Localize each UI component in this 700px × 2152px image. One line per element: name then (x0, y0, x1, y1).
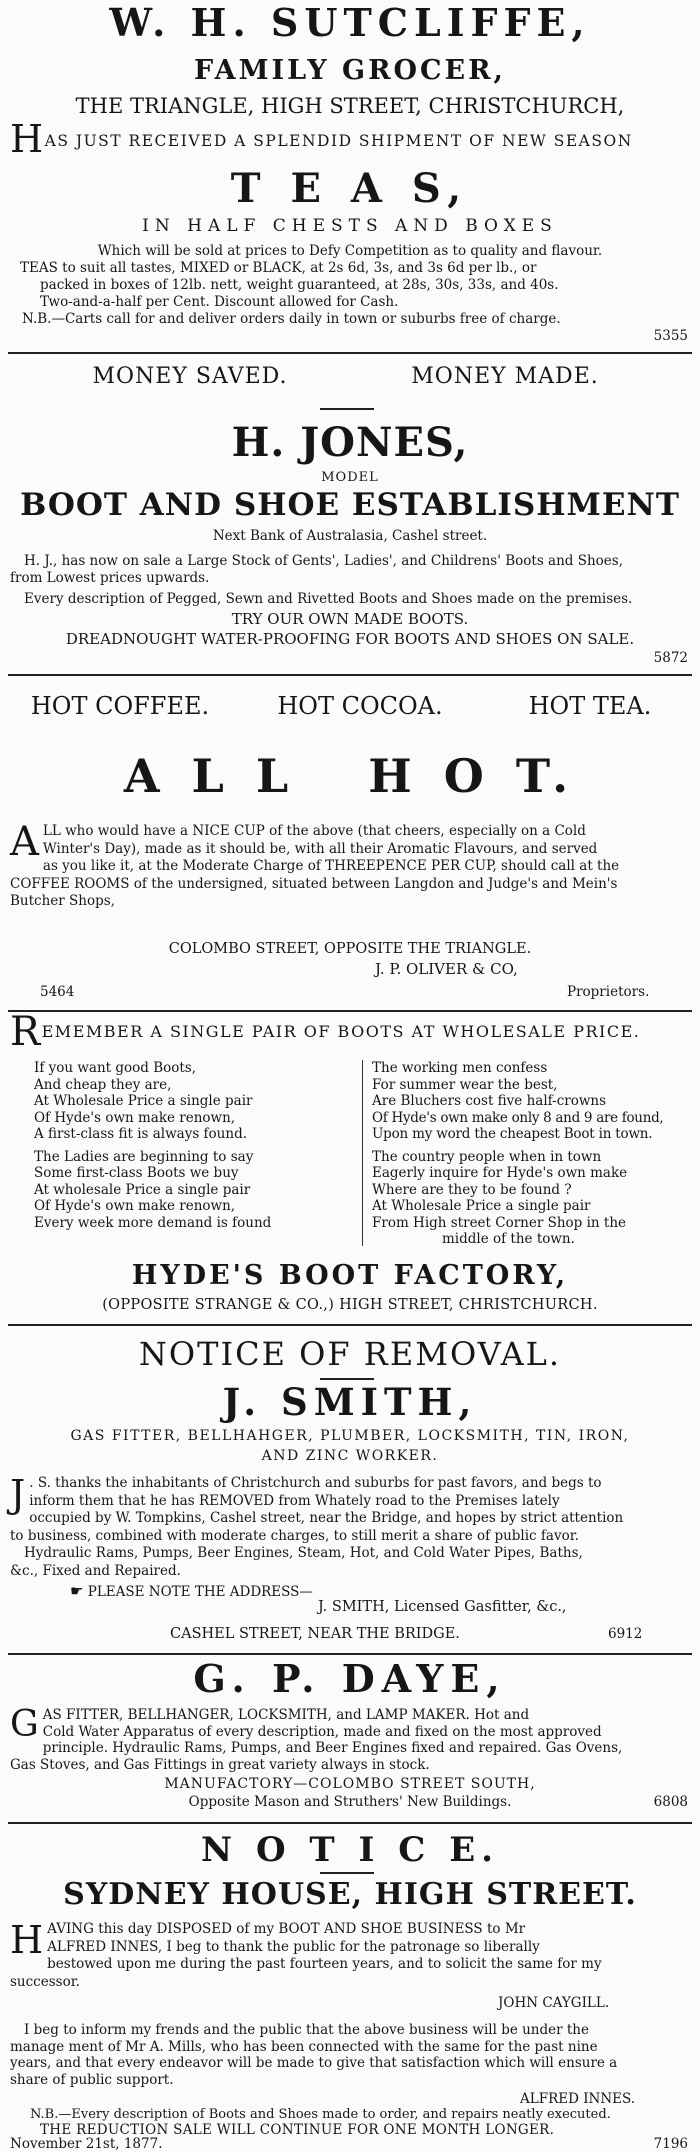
sydney-body-2-line-4: share of public support. (10, 2071, 174, 2088)
jones-model: MODEL (321, 470, 379, 485)
hyde-right-column (372, 1060, 692, 1248)
smith-note-line (70, 1582, 313, 1600)
jones-location: Next Bank of Australasia, Cashel street. (212, 528, 488, 544)
all-hot-ad-number: 5464 (40, 984, 75, 1000)
smith-trades-2: AND ZINC WORKER. (261, 1448, 439, 1464)
smith-address: CASHEL STREET, NEAR THE BRIDGE. (170, 1626, 460, 1642)
sydney-body-1-line-2: ALFRED INNES, I beg to thank the public for the patronage so liberally (47, 1938, 540, 1955)
hyde-right-line-5: Upon my word the cheapest Boot in town. (372, 1126, 653, 1142)
jones-body-1: H. J., has now on sale a Large Stock of Gents', Ladies', and Childrens' Boots and Shoes, (24, 553, 624, 569)
hyde-right-line-11: From High street Corner Shop in the (372, 1214, 627, 1231)
smith-body-1: . S. thanks the inhabitants of Christchurch and suburbs for past favors, and begs to (29, 1475, 602, 1491)
smith-body-3: occupied by W. Tompkins, Cashel street, near the Bridge, and hopes by strict attention (29, 1510, 624, 1526)
sutcliffe-body-5: N.B.—Carts call for and deliver orders daily in town or suburbs free of charge. (22, 311, 561, 327)
sydney-title: SYDNEY HOUSE, HIGH STREET. (63, 1877, 637, 1912)
jones-body-4: TRY OUR OWN MADE BOOTS. (231, 610, 469, 628)
all-hot-headline: A L L H O T. (123, 749, 577, 803)
sutcliffe-body-3: packed in boxes of 12lb. nett, weight guaranteed, at 28s, 30s, 33s, and 40s. (40, 277, 559, 293)
divider-1 (8, 352, 692, 354)
hyde-right-line-8: Eagerly inquire for Hyde's own make (372, 1165, 628, 1181)
sydney-nb: N.B.—Every description of Boots and Shoes made to order, and repairs neatly executed. (30, 2107, 611, 2122)
hyde-left-line-5: A first-class fit is always found. (34, 1126, 248, 1142)
all-hot-proprietors-label: Proprietors. (567, 984, 650, 1000)
sutcliffe-trade: FAMILY GROCER, (194, 55, 506, 86)
all-hot-body-2: Winter's Day), made as it should be, with all their Aromatic Flavours, and served (42, 840, 598, 857)
hot-coffee: HOT COFFEE. (30, 692, 210, 720)
smith-ad-number: 6912 (608, 1626, 643, 1642)
hyde-right-line-12: middle of the town. (442, 1231, 575, 1247)
divider-5 (8, 1653, 692, 1655)
sydney-sign-innes: ALFRED INNES. (520, 2091, 636, 2107)
jones-body-2: from Lowest prices upwards. (10, 570, 210, 586)
divider-3 (8, 1010, 692, 1012)
hyde-right-line-9: Where are they to be found ? (372, 1181, 572, 1198)
hyde-left-line-11: Every week more demand is found (34, 1214, 272, 1231)
sydney-body-1 (10, 1918, 690, 1991)
all-hot-location: COLOMBO STREET, OPPOSITE THE TRIANGLE. (168, 941, 532, 957)
all-hot-body-3: as you like it, at the Moderate Charge of THREEPENCE PER CUP, should call at the (42, 858, 620, 874)
jones-money-saved: MONEY SAVED. (92, 364, 288, 389)
hyde-left-line-4: Of Hyde's own make renown, (34, 1109, 236, 1126)
hyde-left-line-2: And cheap they are, (34, 1076, 172, 1093)
jones-body-3: Every description of Pegged, Sewn and Rivetted Boots and Shoes made on the premises. (24, 591, 633, 607)
sydney-date: November 21st, 1877. (10, 2136, 163, 2152)
smith-body-5: Hydraulic Rams, Pumps, Beer Engines, Steam, Hot, and Cold Water Pipes, Baths, (24, 1545, 583, 1561)
hyde-left-line-8: Some first-class Boots we buy (34, 1165, 239, 1181)
hyde-right-line-3: Are Bluchers cost five half-crowns (372, 1093, 607, 1109)
divider-6 (8, 1822, 692, 1824)
jones-title: BOOT AND SHOE ESTABLISHMENT (20, 487, 680, 523)
jones-body-5: DREADNOUGHT WATER-PROOFING FOR BOOTS AND SHOES ON SALE. (65, 630, 635, 648)
hyde-left-line-10: Of Hyde's own make renown, (34, 1198, 236, 1214)
hyde-left-line-7: The Ladies are beginning to say (34, 1148, 254, 1165)
all-hot-body-1: LL who would have a NICE CUP of the above (that cheers, especially on a Cold (42, 823, 586, 839)
all-hot-drop-cap: A (10, 819, 39, 865)
smith-drop-cap: J (10, 1472, 26, 1516)
hyde-left-line-9: At wholesale Price a single pair (34, 1181, 251, 1198)
smith-name: J. SMITH, (222, 1380, 478, 1424)
hyde-right-line-7: The country people when in town (372, 1148, 602, 1165)
daye-manufactory: MANUFACTORY—COLOMBO STREET SOUTH, (164, 1776, 536, 1792)
all-hot-body-5: Butcher Shops, (10, 893, 115, 909)
sutcliffe-intro-text: AS JUST RECEIVED A SPLENDID SHIPMENT OF NEW SEASON (44, 132, 633, 150)
hyde-left-line-1: If you want good Boots, (34, 1060, 197, 1076)
all-hot-proprietor: J. P. OLIVER & CO, (375, 960, 518, 978)
smith-note: PLEASE NOTE THE ADDRESS— (87, 1584, 313, 1600)
daye-body-4: Gas Stoves, and Gas Fittings in great variety always in stock. (10, 1756, 430, 1773)
jones-money-made: MONEY MADE. (411, 364, 599, 389)
sydney-body-1-line-1: AVING this day DISPOSED of my BOOT AND SHOE BUSINESS to Mr (47, 1921, 526, 1937)
smith-body-4: to business, combined with moderate charges, to still merit a share of public favor. (10, 1527, 579, 1544)
hyde-right-line-4: Of Hyde's own make only 8 and 9 are found, (372, 1109, 664, 1126)
hyde-right-line-10: At Wholesale Price a single pair (372, 1198, 591, 1214)
sutcliffe-name: W. H. SUTCLIFFE, (109, 0, 591, 45)
sydney-body-2-line-2: manage ment of Mr A. Mills, who has been connected with the same for the past nine (10, 2038, 598, 2055)
sutcliffe-address: THE TRIANGLE, HIGH STREET, CHRISTCHURCH, (75, 94, 625, 118)
hot-cocoa: HOT COCOA. (277, 692, 443, 720)
hyde-right-line-1: The working men confess (372, 1060, 548, 1076)
daye-name: G. P. DAYE, (193, 1656, 507, 1701)
daye-ad-number: 6808 (653, 1794, 688, 1810)
sydney-body-1-line-4: successor. (10, 1973, 80, 1990)
sydney-drop-cap: H (10, 1918, 44, 1962)
hyde-left-line-3: At Wholesale Price a single pair (34, 1093, 253, 1109)
sydney-sign-caygill: JOHN CAYGILL. (498, 1995, 610, 2011)
sutcliffe-teas-headline: T E A S, (230, 165, 470, 212)
sutcliffe-packaging: IN HALF CHESTS AND BOXES (142, 216, 558, 236)
daye-body-1: AS FITTER, BELLHANGER, LOCKSMITH, and LAMP MAKER. Hot and (42, 1707, 530, 1723)
sydney-sale: THE REDUCTION SALE WILL CONTINUE FOR ONE MONTH LONGER. (40, 2122, 555, 2138)
smith-headline: NOTICE OF REMOVAL. (138, 1335, 562, 1373)
smith-body-2: inform them that he has REMOVED from Whately road to the Premises lately (29, 1492, 560, 1509)
jones-short-rule (320, 408, 374, 410)
sutcliffe-body-4: Two-and-a-half per Cent. Discount allowed for Cash. (40, 294, 399, 310)
hyde-right-line-2: For summer wear the best, (372, 1076, 558, 1093)
daye-drop-cap: G (10, 1704, 39, 1745)
sydney-notice-headline: N O T I C E. (201, 1830, 499, 1870)
hyde-address: (OPPOSITE STRANGE & CO.,) HIGH STREET, CHRISTCHURCH. (102, 1297, 598, 1313)
sutcliffe-body-1: Which will be sold at prices to Defy Competition as to quality and flavour. (97, 243, 603, 259)
divider-2 (8, 674, 692, 676)
smith-body-6: &c., Fixed and Repaired. (10, 1562, 181, 1579)
hyde-drop-cap: R (10, 1009, 42, 1055)
hyde-left-column (34, 1060, 354, 1231)
sydney-body-1-line-3: bestowed upon me during the past fourteen years, and to solicit the same for my (47, 1956, 602, 1972)
hyde-headline-text: EMEMBER A SINGLE PAIR OF BOOTS AT WHOLESALE PRICE. (41, 1022, 641, 1041)
sutcliffe-ad-number: 5355 (653, 328, 688, 344)
sutcliffe-intro (10, 117, 690, 161)
sutcliffe-drop-cap: H (10, 117, 45, 161)
sutcliffe-body-2: TEAS to suit all tastes, MIXED or BLACK, at 2s 6d, 3s, and 3s 6d per lb., or (20, 260, 537, 276)
jones-name: H. JONES, (231, 419, 469, 466)
daye-body-2: Cold Water Apparatus of every description, made and fixed on the most approved (42, 1723, 602, 1740)
daye-opposite: Opposite Mason and Struthers' New Buildings. (188, 1794, 512, 1810)
all-hot-body (10, 819, 690, 911)
sydney-body-2-line-1: I beg to inform my frends and the public that the above business will be under the (24, 2022, 589, 2038)
sydney-body-2 (10, 2022, 690, 2088)
daye-body (10, 1704, 690, 1773)
daye-body-3: principle. Hydraulic Rams, Pumps, and Beer Engines fixed and repaired. Gas Ovens, (42, 1740, 623, 1756)
hyde-factory: HYDE'S BOOT FACTORY, (131, 1260, 569, 1291)
jones-ad-number: 5872 (653, 650, 688, 666)
all-hot-body-4: COFFEE ROOMS of the undersigned, situated between Langdon and Judge's and Mein's (10, 875, 618, 892)
sydney-short-rule (320, 1872, 374, 1874)
divider-4 (8, 1324, 692, 1326)
pointing-hand-icon: ☛ (70, 1582, 84, 1600)
smith-body (10, 1472, 690, 1580)
hyde-headline (10, 1009, 690, 1055)
hyde-column-divider (362, 1060, 363, 1246)
hot-tea: HOT TEA. (528, 692, 652, 720)
smith-signature: J. SMITH, Licensed Gasfitter, &c., (318, 1599, 567, 1615)
sydney-body-2-line-3: years, and that every endeavor will be made to give that satisfaction which will ensure a (10, 2055, 618, 2071)
sydney-ad-number: 7196 (653, 2136, 688, 2152)
smith-trades-1: GAS FITTER, BELLHAHGER, PLUMBER, LOCKSMITH, TIN, IRON, (70, 1428, 630, 1444)
